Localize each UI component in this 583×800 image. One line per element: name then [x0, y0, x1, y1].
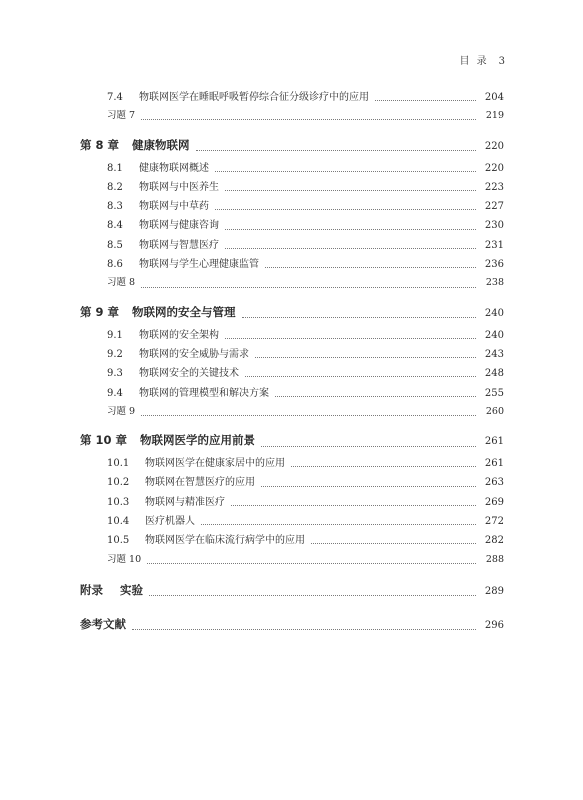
toc-references[interactable] [80, 616, 504, 638]
section-number: 9.2 [107, 348, 123, 360]
dot-leader [225, 180, 476, 191]
dot-leader [141, 277, 476, 288]
running-head [459, 52, 507, 67]
dot-leader [149, 585, 476, 596]
page-number: 296 [484, 619, 504, 631]
toc-entry-8-1[interactable] [80, 159, 504, 178]
toc-appendix[interactable] [80, 582, 504, 604]
dot-leader [311, 533, 476, 544]
dot-leader [261, 476, 476, 487]
page-number: 255 [484, 387, 504, 399]
section-number: 9.4 [107, 387, 123, 399]
page-number: 238 [485, 277, 504, 289]
dot-leader [196, 140, 477, 151]
toc-entry-8-2[interactable] [80, 178, 504, 197]
section-title: 物联网与精准医疗 [145, 496, 225, 508]
section-number: 7.4 [107, 92, 123, 103]
page-number: 272 [484, 516, 504, 528]
appendix-title: 实验 [120, 582, 143, 597]
chapter-number: 第 10 章 [80, 433, 128, 448]
page-number: 231 [484, 239, 504, 251]
section-title: 物联网安全的关键技术 [139, 368, 239, 380]
dot-leader [375, 90, 476, 101]
toc-entry-7-4[interactable] [80, 88, 504, 107]
section-number: 8.1 [107, 162, 123, 174]
chapter-title: 物联网医学的应用前景 [140, 433, 255, 448]
section-title: 物联网的安全威胁与需求 [139, 348, 249, 360]
chapter-title: 物联网的安全与管理 [132, 304, 236, 319]
section-title: 医疗机器人 [145, 516, 195, 528]
section-title: 物联网的管理模型和解决方案 [139, 387, 269, 399]
toc-entry-exercise-8[interactable] [80, 274, 504, 293]
dot-leader [231, 495, 476, 506]
page-number: 236 [484, 259, 504, 271]
toc-entry-10-1[interactable] [80, 454, 504, 473]
section-number: 8.4 [107, 220, 123, 232]
section-number: 10.3 [107, 496, 130, 508]
page-number: 220 [484, 140, 504, 152]
page-number: 223 [484, 181, 504, 193]
section-number: 8.3 [107, 201, 123, 213]
exercise-title: 习题 7 [107, 110, 136, 122]
toc-chapter-8[interactable] [80, 137, 504, 159]
section-title: 物联网医学在健康家居中的应用 [145, 458, 285, 470]
page-number: 269 [484, 496, 504, 508]
section-title: 物联网与学生心理健康监管 [139, 259, 259, 271]
page-number: 204 [484, 92, 504, 103]
toc-entry-9-3[interactable] [80, 364, 504, 383]
section-number: 9.3 [107, 368, 123, 380]
page-number: 220 [484, 162, 504, 174]
toc-entry-8-6[interactable] [80, 255, 504, 274]
section-title: 物联网与中草药 [139, 201, 209, 213]
section-number: 10.5 [107, 535, 130, 547]
section-title: 物联网在智慧医疗的应用 [145, 477, 255, 489]
toc-chapter-10[interactable] [80, 432, 504, 454]
references-title: 参考文献 [80, 616, 126, 631]
toc-entry-8-5[interactable] [80, 236, 504, 255]
toc-entry-9-4[interactable] [80, 384, 504, 403]
dot-leader [291, 456, 476, 467]
dot-leader [255, 347, 476, 358]
toc-entry-10-5[interactable] [80, 531, 504, 550]
section-number: 8.6 [107, 259, 123, 271]
exercise-title: 习题 9 [107, 405, 136, 417]
section-number: 8.5 [107, 239, 123, 251]
toc-entry-exercise-7[interactable] [80, 107, 504, 126]
page-number: 263 [484, 477, 504, 489]
page-number: 219 [485, 110, 504, 122]
dot-leader [225, 219, 476, 230]
dot-leader [141, 405, 476, 416]
dot-leader [141, 109, 476, 120]
toc-entry-10-2[interactable] [80, 473, 504, 492]
toc-chapter-9[interactable] [80, 304, 504, 326]
toc-entry-10-4[interactable] [80, 512, 504, 531]
page-number: 243 [484, 348, 504, 360]
page-number: 289 [484, 585, 504, 597]
dot-leader [261, 436, 476, 447]
section-number: 10.2 [107, 477, 130, 489]
section-number: 9.1 [107, 329, 123, 341]
dot-leader [147, 553, 476, 564]
exercise-title: 习题 8 [107, 277, 136, 289]
section-title: 物联网医学在睡眠呼吸暂停综合征分级诊疗中的应用 [139, 92, 369, 103]
page-number: 240 [484, 307, 504, 319]
section-number: 10.4 [107, 516, 130, 528]
chapter-title: 健康物联网 [132, 137, 190, 152]
toc-entry-8-3[interactable] [80, 197, 504, 216]
toc-entry-8-4[interactable] [80, 216, 504, 235]
dot-leader [242, 307, 477, 318]
section-number: 8.2 [107, 181, 123, 193]
section-number: 10.1 [107, 458, 130, 470]
page-number: 240 [484, 329, 504, 341]
toc-entry-exercise-9[interactable] [80, 403, 504, 422]
page-number: 227 [484, 201, 504, 213]
section-title: 物联网与健康咨询 [139, 220, 219, 232]
dot-leader [132, 619, 476, 630]
appendix-label: 附录 [80, 582, 103, 597]
section-title: 物联网的安全架构 [139, 329, 219, 341]
dot-leader [245, 366, 476, 377]
toc-entry-10-3[interactable] [80, 493, 504, 512]
exercise-title: 习题 10 [107, 553, 142, 565]
dot-leader [201, 514, 476, 525]
page-number: 261 [484, 436, 504, 448]
section-title: 健康物联网概述 [139, 162, 209, 174]
toc-entry-9-2[interactable] [80, 345, 504, 364]
running-head-section: 目 录 [459, 56, 489, 67]
page-number: 288 [485, 553, 504, 565]
toc-entry-exercise-10[interactable] [80, 551, 504, 570]
chapter-number: 第 8 章 [80, 137, 120, 152]
toc-entry-9-1[interactable] [80, 326, 504, 345]
page-number: 261 [484, 458, 504, 470]
dot-leader [225, 328, 476, 339]
section-title: 物联网医学在临床流行病学中的应用 [145, 535, 305, 547]
running-head-page: 3 [498, 56, 507, 67]
section-title: 物联网与智慧医疗 [139, 239, 219, 251]
dot-leader [275, 386, 476, 397]
page-number: 282 [484, 535, 504, 547]
page-number: 230 [484, 220, 504, 232]
table-of-contents [80, 88, 504, 638]
chapter-number: 第 9 章 [80, 304, 120, 319]
dot-leader [225, 238, 476, 249]
page-number: 248 [484, 368, 504, 380]
dot-leader [265, 257, 476, 268]
dot-leader [215, 161, 476, 172]
dot-leader [215, 199, 476, 210]
section-title: 物联网与中医养生 [139, 181, 219, 193]
page-number: 260 [485, 405, 504, 417]
